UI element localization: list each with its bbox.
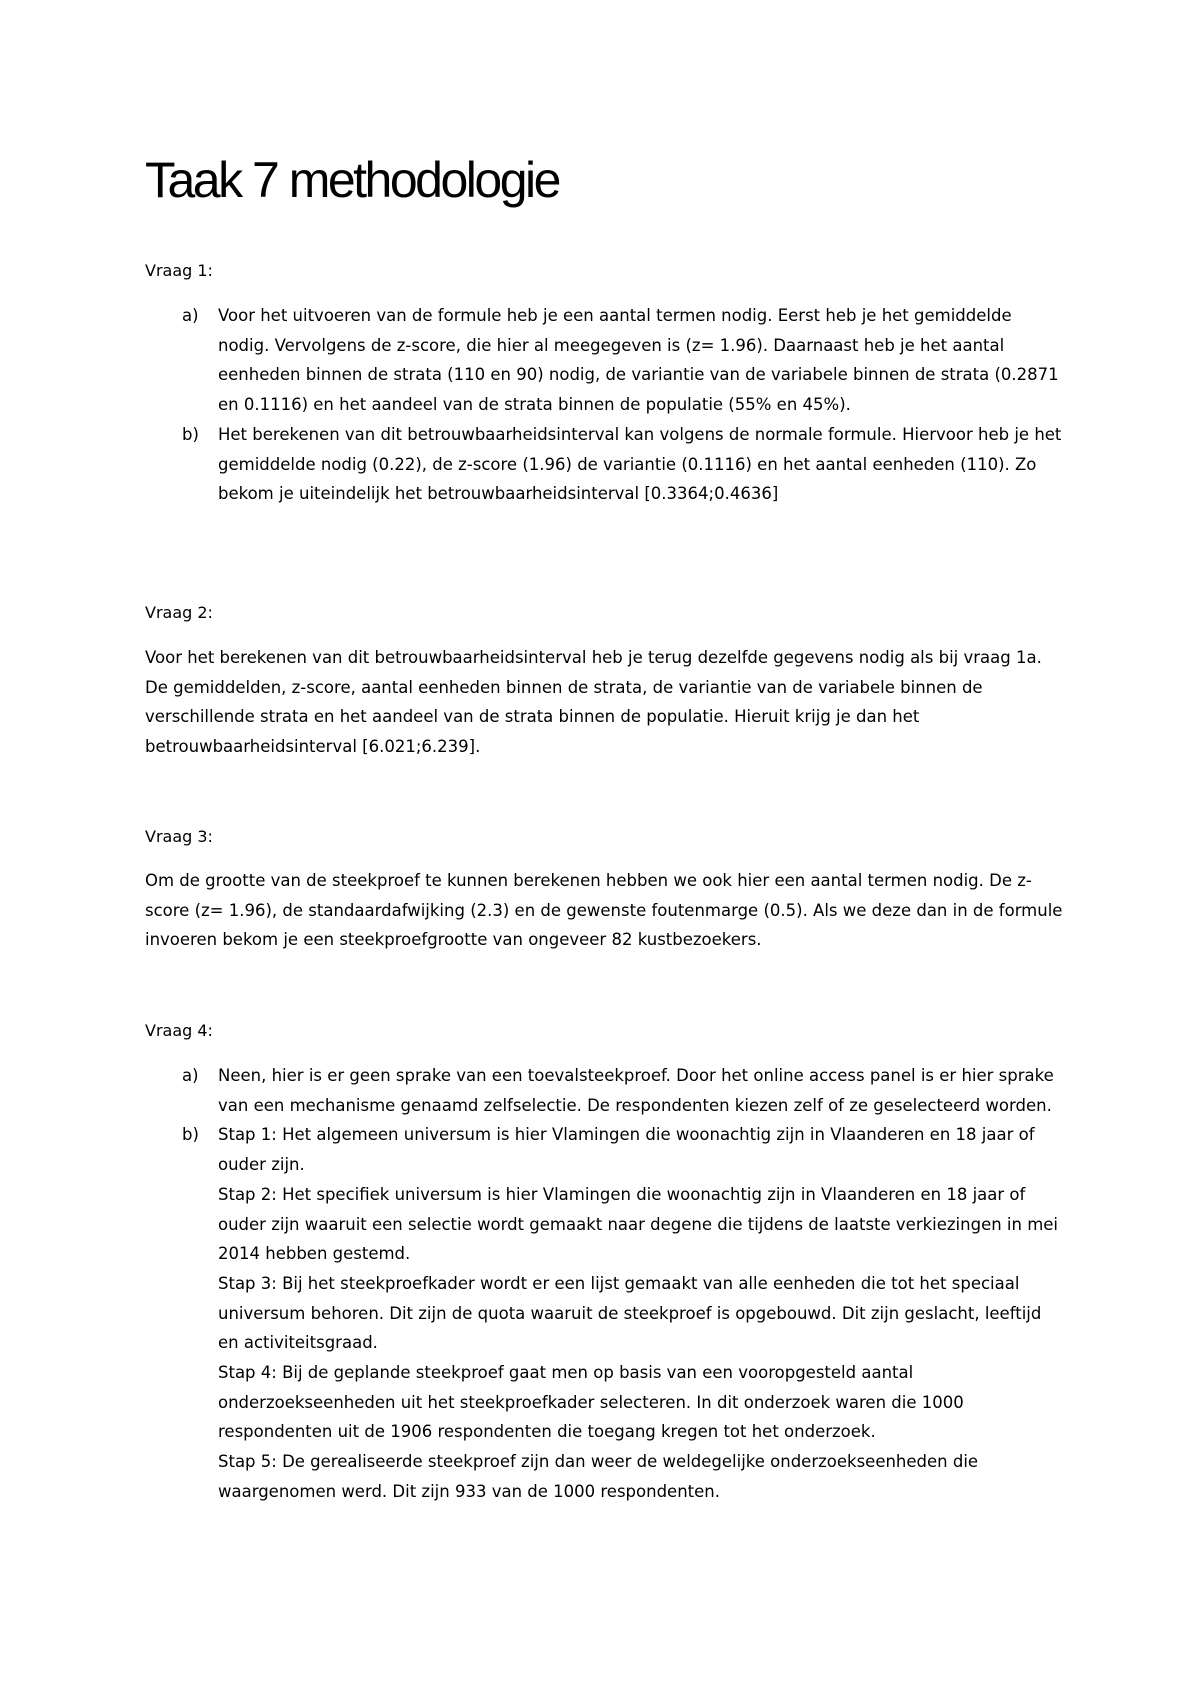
- question-1-answer-b: [145, 420, 1065, 509]
- question-2-label: Vraag 2:: [145, 603, 213, 622]
- step-3: Stap 3: Bij het steekproefkader wordt er een lijst gemaakt van alle eenheden die tot het speciaal universum behoren. Dit zijn de quota waaruit de steekproef is opgebouwd. Dit zijn geslacht, leeftijd en activiteitsgraad.: [218, 1273, 1042, 1353]
- document-title: Taak 7 methodologie: [145, 152, 559, 208]
- list-marker-a: a): [182, 1066, 199, 1085]
- step-4: Stap 4: Bij de geplande steekproef gaat men op basis van een vooropgesteld aantal onderzoekseenheden uit het steekproefkader selecteren. In dit onderzoek waren die 1000 respondenten uit de 1906 respondenten die toegang kregen tot het onderzoek.: [218, 1363, 964, 1442]
- answer-text: Neen, hier is er geen sprake van een toevalsteekproef. Door het online access panel is er hier sprake van een mechanisme genaamd zelfselectie. De respondenten kiezen zelf of ze geselecteerd worden.: [218, 1066, 1054, 1115]
- question-4-answers: [145, 1061, 1065, 1507]
- step-5: Stap 5: De gerealiseerde steekproef zijn dan weer de weldegelijke onderzoekseenheden die waargenomen werd. Dit zijn 933 van de 1000 respondenten.: [218, 1452, 979, 1501]
- question-3-answer: Om de grootte van de steekproef te kunnen berekenen hebben we ook hier een aantal termen nodig. De z-score (z= 1.96), de standaardafwijking (2.3) en de gewenste foutenmarge (0.5). Als we deze dan in de formule invoeren bekom je een steekproefgrootte van ongeveer 82 kustbezoekers.: [145, 871, 1063, 950]
- question-1-answer-a: [145, 301, 1065, 420]
- list-marker-b: b): [182, 424, 199, 444]
- question-1-label: Vraag 1:: [145, 261, 213, 280]
- question-4-answer-a: [145, 1061, 1065, 1120]
- question-4-answer-b: [145, 1120, 1065, 1506]
- answer-text: Het berekenen van dit betrouwbaarheidsinterval kan volgens de normale formule. Hiervoor heb je het gemiddelde nodig (0.22), de z-score (1.96) de variantie (0.1116) en het aantal eenheden (110). Zo bekom je uiteindelijk het betrouwbaarheidsinterval [0.3364;0.4636]: [218, 424, 1062, 504]
- question-3-label: Vraag 3:: [145, 827, 213, 846]
- question-4-label: Vraag 4:: [145, 1021, 213, 1040]
- question-1-answers: [145, 301, 1065, 509]
- list-marker-a: a): [182, 306, 199, 325]
- step-2: Stap 2: Het specifiek universum is hier Vlamingen die woonachtig zijn in Vlaanderen en 18 jaar of ouder zijn waaruit een selectie wordt gemaakt naar degene die tijdens de laatste verkiezingen in mei 2014 hebben gestemd.: [218, 1184, 1059, 1264]
- list-marker-b: b): [182, 1125, 199, 1145]
- step-1: Stap 1: Het algemeen universum is hier Vlamingen die woonachtig zijn in Vlaanderen en 18 jaar of ouder zijn.: [218, 1125, 1035, 1175]
- question-2-answer: Voor het berekenen van dit betrouwbaarheidsinterval heb je terug dezelfde gegevens nodig als bij vraag 1a. De gemiddelden, z-score, aantal eenheden binnen de strata, de variantie van de variabele binnen de verschillende strata en het aandeel van de strata binnen de populatie. Hieruit krijg je dan het betrouwbaarheidsinterval [6.021;6.239].: [145, 648, 1042, 757]
- answer-text: Voor het uitvoeren van de formule heb je een aantal termen nodig. Eerst heb je het gemiddelde nodig. Vervolgens de z-score, die hier al meegegeven is (z= 1.96). Daarnaast heb je het aantal eenheden binnen de strata (110 en 90) nodig, de variantie van de variabele binnen de strata (0.2871 en 0.1116) en het aandeel van de strata binnen de populatie (55% en 45%).: [218, 306, 1059, 415]
